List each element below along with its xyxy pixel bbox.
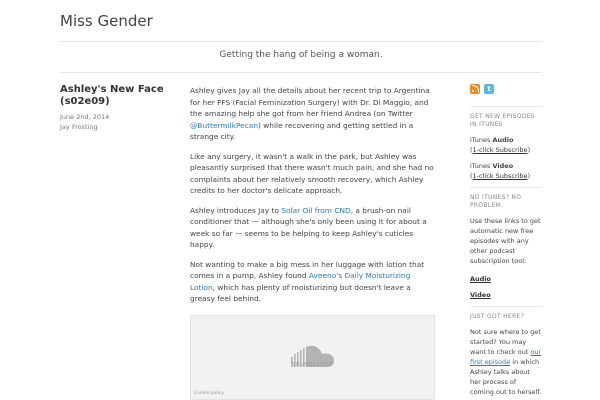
itunes-audio: iTunes Audio (1-click Subscribe) (470, 136, 531, 154)
post-author: Jay Frosting (60, 123, 98, 131)
sidebar-divider (470, 106, 542, 107)
sidebar-divider (470, 306, 542, 307)
post-title-line1[interactable]: Ashley's New Face (60, 84, 164, 95)
post-paragraph-1: Ashley gives Jay all the details about her recent trip to Argentina for her FFS (Facial Feminization Surgery) with Dr. Di Maggio, and the amazing help she got from her friend Andrea (on Twitter @ButtermilkPecan) while recovering and getting settled in a strange city. (190, 86, 430, 141)
aveeno-lotion-link[interactable]: Aveeno's Daily Moisturizing Lotion (190, 271, 411, 292)
post-title-line2[interactable]: (s02e09) (60, 96, 110, 107)
post-paragraph-2: Like any surgery, it wasn't a walk in the park, but Ashley was pleasantly surprised that there wasn't much pain, and she had no complaints about her relatively smooth recovery, which Ashley credits to her doctor's delicate approach. (190, 151, 434, 195)
post-meta (60, 84, 175, 132)
post-content (190, 85, 436, 344)
soundcloud-cloud-icon (289, 343, 337, 373)
itunes-heading: GET NEW EPISODES IN ITUNES (470, 113, 535, 128)
rss-icon[interactable] (470, 84, 480, 94)
soundcloud-embed[interactable] (190, 315, 435, 400)
twitter-handle-link[interactable]: @ButtermilkPecan (190, 120, 258, 130)
no-itunes-text: Use these links to get automatic new free episodes with any other podcast subscription tool: (470, 217, 541, 265)
post-paragraph-3: Ashley introduces Jay to Solar Oil from CND, a brush-on nail conditioner that — although she's only been using it for about a week so far — seems to be helping to keep Ashley's cuticles happy. (190, 205, 427, 249)
no-itunes-heading: NO ITUNES? NO PROBLEM. (470, 194, 522, 209)
rss-audio-link[interactable]: Audio (470, 275, 492, 283)
soundcloud-label: SOUNDCLOUD (292, 362, 333, 368)
itunes-audio-subscribe-link[interactable]: 1-click Subscribe (472, 146, 528, 154)
content-divider (60, 72, 542, 73)
just-got-here-heading: JUST GOT HERE? (470, 313, 525, 320)
first-episode-link[interactable]: our first episode (470, 348, 542, 366)
rss-video-link[interactable]: Video (470, 291, 491, 299)
post-date: June 2nd, 2014 (60, 113, 110, 121)
just-got-here-text: Not sure where to get started? You may want to check out our first episode in which Ashley talks about her process of coming out to herself. (470, 328, 542, 396)
solar-oil-link[interactable]: Solar Oil from CND (281, 205, 351, 215)
post-title[interactable] (60, 84, 175, 108)
header-divider (60, 41, 542, 42)
cookie-policy-link[interactable]: Cookie policy (194, 391, 224, 396)
twitter-icon[interactable]: t (484, 84, 494, 94)
sidebar-divider (470, 187, 542, 188)
sidebar (470, 84, 542, 400)
site-title[interactable]: Miss Gender (60, 12, 153, 30)
itunes-video: iTunes Video (1-click Subscribe) (470, 162, 531, 180)
site-tagline: Getting the hang of being a woman. (219, 50, 383, 60)
social-icons (470, 84, 542, 94)
post-paragraph-4: Not wanting to make a big mess in her luggage with lotion that comes in a pump, Ashley found Aveeno's Daily Moisturizing Lotion, which has plenty of moisturizing but doesn't leave a greasy feel behind. (190, 259, 425, 303)
itunes-video-subscribe-link[interactable]: 1-click Subscribe (472, 172, 528, 180)
